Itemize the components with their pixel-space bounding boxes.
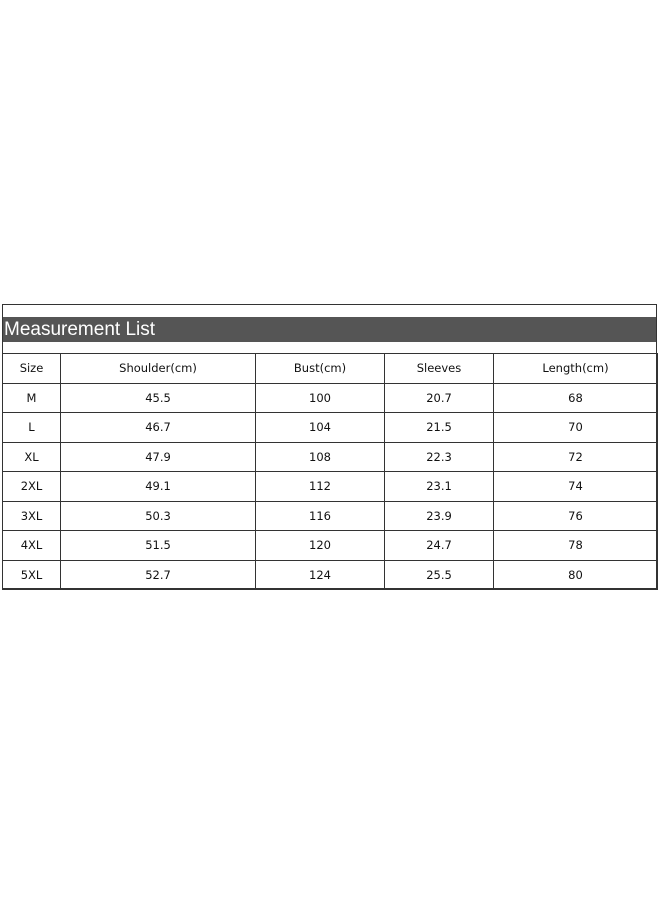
size-chart-table <box>2 353 658 590</box>
cell-size: 3XL <box>3 501 61 531</box>
cell-shoulder: 45.5 <box>61 383 256 413</box>
table-row <box>3 442 658 472</box>
cell-shoulder: 47.9 <box>61 442 256 472</box>
table-row <box>3 383 658 413</box>
cell-bust: 120 <box>256 531 385 561</box>
cell-shoulder: 49.1 <box>61 472 256 502</box>
cell-length: 76 <box>494 501 658 531</box>
cell-shoulder: 52.7 <box>61 560 256 590</box>
cell-length: 68 <box>494 383 658 413</box>
header-size: Size <box>3 354 61 384</box>
header-length: Length(cm) <box>494 354 658 384</box>
cell-shoulder: 46.7 <box>61 413 256 443</box>
cell-size: XL <box>3 442 61 472</box>
table-row <box>3 501 658 531</box>
cell-bust: 124 <box>256 560 385 590</box>
cell-sleeves: 22.3 <box>385 442 494 472</box>
cell-size: 5XL <box>3 560 61 590</box>
header-sleeves: Sleeves <box>385 354 494 384</box>
cell-sleeves: 24.7 <box>385 531 494 561</box>
cell-bust: 100 <box>256 383 385 413</box>
header-shoulder: Shoulder(cm) <box>61 354 256 384</box>
table-row <box>3 413 658 443</box>
table-row <box>3 472 658 502</box>
cell-bust: 116 <box>256 501 385 531</box>
cell-bust: 104 <box>256 413 385 443</box>
measurement-list-title: Measurement List <box>3 317 656 342</box>
measurement-panel <box>2 304 657 589</box>
cell-size: 2XL <box>3 472 61 502</box>
cell-length: 70 <box>494 413 658 443</box>
cell-shoulder: 50.3 <box>61 501 256 531</box>
cell-size: 4XL <box>3 531 61 561</box>
cell-sleeves: 21.5 <box>385 413 494 443</box>
table-row <box>3 531 658 561</box>
cell-length: 78 <box>494 531 658 561</box>
cell-length: 72 <box>494 442 658 472</box>
cell-bust: 108 <box>256 442 385 472</box>
cell-sleeves: 25.5 <box>385 560 494 590</box>
header-bust: Bust(cm) <box>256 354 385 384</box>
table-header-row <box>3 354 658 384</box>
cell-length: 74 <box>494 472 658 502</box>
cell-sleeves: 23.9 <box>385 501 494 531</box>
cell-shoulder: 51.5 <box>61 531 256 561</box>
table-row <box>3 560 658 590</box>
cell-sleeves: 20.7 <box>385 383 494 413</box>
cell-size: L <box>3 413 61 443</box>
cell-sleeves: 23.1 <box>385 472 494 502</box>
cell-length: 80 <box>494 560 658 590</box>
cell-size: M <box>3 383 61 413</box>
cell-bust: 112 <box>256 472 385 502</box>
